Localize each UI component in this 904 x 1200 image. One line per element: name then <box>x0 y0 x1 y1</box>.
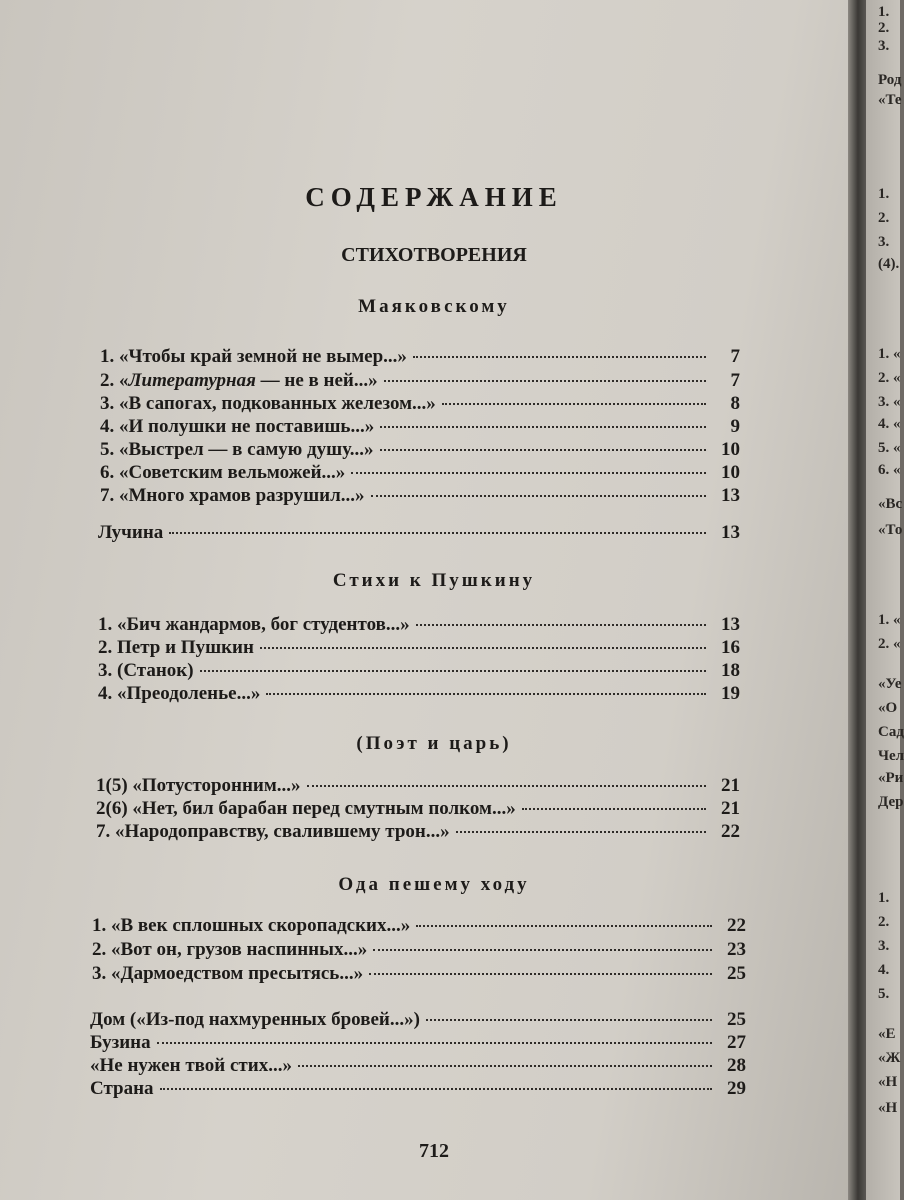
entry-page: 13 <box>721 522 740 543</box>
toc-entry <box>92 963 746 987</box>
facing-fragment: «То <box>878 522 903 538</box>
toc-entry <box>100 416 740 440</box>
entry-label: 6. «Советским вельможей...» <box>100 462 346 483</box>
section-heading: Ода пешему ходу <box>338 874 530 895</box>
dot-leader <box>416 623 706 626</box>
dot-leader <box>266 692 706 695</box>
entry-label: 2. Петр и Пушкин <box>98 637 254 658</box>
entry-page: 22 <box>721 821 740 842</box>
dot-leader <box>351 471 706 474</box>
facing-fragment: 5. « <box>878 440 901 456</box>
facing-fragment: Чел <box>878 748 904 764</box>
page-number: 712 <box>419 1140 449 1162</box>
entry-page: 13 <box>721 614 740 635</box>
toc-entry <box>98 522 740 546</box>
facing-page-edge <box>866 0 904 1200</box>
toc-entry <box>90 1009 746 1033</box>
contents-heading: СОДЕРЖАНИЕ <box>305 182 563 212</box>
entry-page: 27 <box>727 1032 746 1053</box>
toc-entry <box>100 370 740 394</box>
toc-entry <box>96 775 740 799</box>
toc-entry <box>100 462 740 486</box>
toc-entry <box>90 1055 746 1079</box>
entry-page: 25 <box>727 1009 746 1030</box>
entry-page: 8 <box>730 393 740 414</box>
entry-page: 29 <box>727 1078 746 1099</box>
facing-fragment: «О <box>878 700 898 716</box>
entry-page: 28 <box>727 1055 746 1076</box>
entry-page: 13 <box>721 485 740 506</box>
entry-label: 3. «В сапогах, подкованных железом...» <box>100 393 436 414</box>
dot-leader <box>416 924 712 927</box>
entry-label: 4. «И полушки не поставишь...» <box>100 416 375 437</box>
entry-page: 10 <box>721 462 740 483</box>
facing-fragment: Сад <box>878 724 904 740</box>
dot-leader <box>384 379 706 382</box>
entry-page: 10 <box>721 439 740 460</box>
facing-fragment: 2. <box>878 20 890 36</box>
dot-leader <box>522 807 706 810</box>
facing-fragment: Дер <box>878 794 904 810</box>
entry-label: 2. «Литературная — не в ней...» <box>100 370 378 391</box>
entry-label: 2(6) «Нет, бил барабан перед смутным полком...» <box>96 798 516 819</box>
facing-fragment: «Вс <box>878 496 903 512</box>
facing-fragment: 3. <box>878 938 890 954</box>
facing-fragment: «Ж <box>878 1050 901 1066</box>
entry-page: 7 <box>730 346 740 367</box>
entry-label: 5. «Выстрел — в самую душу...» <box>100 439 374 460</box>
toc-entry <box>98 683 740 707</box>
toc-entry <box>98 614 740 638</box>
dot-leader <box>426 1018 712 1021</box>
facing-fragment: 3. <box>878 234 890 250</box>
dot-leader <box>260 646 706 649</box>
facing-fragment: 1. <box>878 186 890 202</box>
toc-entry <box>90 1032 746 1056</box>
facing-fragment: 3. <box>878 38 890 54</box>
entry-label: 1. «Чтобы край земной не вымер...» <box>100 346 407 367</box>
facing-fragment: 4. <box>878 962 890 978</box>
facing-fragment: «Ри <box>878 770 904 786</box>
dot-leader <box>160 1087 712 1090</box>
entry-label: 1(5) «Потусторонним...» <box>96 775 301 796</box>
dot-leader <box>169 531 706 534</box>
entry-page: 9 <box>730 416 740 437</box>
toc-entry <box>92 915 746 939</box>
entry-page: 22 <box>727 915 746 936</box>
section-heading: Маяковскому <box>358 296 510 317</box>
entry-page: 7 <box>730 370 740 391</box>
entry-label: 7. «Много храмов разрушил...» <box>100 485 365 506</box>
toc-entry <box>96 821 740 845</box>
toc-entry <box>100 393 740 417</box>
dot-leader <box>157 1041 712 1044</box>
toc-entry <box>92 939 746 963</box>
entry-label: 2. «Вот он, грузов наспинных...» <box>92 939 368 960</box>
dot-leader <box>369 972 712 975</box>
entry-label: 3. (Станок) <box>98 660 194 681</box>
entry-label: «Не нужен твой стих...» <box>90 1055 292 1076</box>
section-heading: (Поэт и царь) <box>356 733 512 754</box>
entry-label: Страна <box>90 1078 154 1099</box>
toc-entry <box>100 346 740 370</box>
entry-label: 7. «Народоправству, свалившему трон...» <box>96 821 450 842</box>
facing-fragment: «Н <box>878 1074 898 1090</box>
dot-leader <box>456 830 706 833</box>
entry-label: Бузина <box>90 1032 151 1053</box>
facing-fragment: 3. « <box>878 394 901 410</box>
section-heading: Стихи к Пушкину <box>332 570 536 591</box>
entry-label: 3. «Дармоедством пресытясь...» <box>92 963 364 984</box>
facing-fragment: «Н <box>878 1100 898 1116</box>
toc-entry <box>98 660 740 684</box>
book-gutter <box>848 0 866 1200</box>
dot-leader <box>200 669 706 672</box>
entry-page: 23 <box>727 939 746 960</box>
facing-fragment: 2. <box>878 914 890 930</box>
toc-entry <box>100 439 740 463</box>
dot-leader <box>371 494 707 497</box>
dot-leader <box>373 948 712 951</box>
entry-page: 25 <box>727 963 746 984</box>
facing-fragment: 2. « <box>878 370 901 386</box>
entry-page: 21 <box>721 798 740 819</box>
facing-fragment: Род <box>878 72 902 88</box>
facing-fragment: 1. <box>878 890 890 906</box>
facing-fragment: «Те <box>878 92 902 108</box>
facing-fragment: 5. <box>878 986 890 1002</box>
facing-fragment: 4. « <box>878 416 901 432</box>
toc-entry <box>100 485 740 509</box>
facing-fragment: 2. « <box>878 636 901 652</box>
entry-page: 21 <box>721 775 740 796</box>
toc-entry <box>96 798 740 822</box>
entry-page: 16 <box>721 637 740 658</box>
facing-fragment: 1. « <box>878 346 901 362</box>
facing-fragment: 6. « <box>878 462 901 478</box>
entry-label: 1. «В век сплошных скоропадских...» <box>92 915 411 936</box>
facing-fragment: «Уе <box>878 676 902 692</box>
entry-label: 1. «Бич жандармов, бог студентов...» <box>98 614 410 635</box>
entry-label: 4. «Преодоленье...» <box>98 683 261 704</box>
dot-leader <box>380 425 706 428</box>
dot-leader <box>298 1064 712 1067</box>
facing-fragment: 1. « <box>878 612 901 628</box>
toc-entry <box>90 1078 746 1102</box>
entry-page: 19 <box>721 683 740 704</box>
dot-leader <box>413 355 706 358</box>
entry-label: Лучина <box>98 522 164 543</box>
dot-leader <box>442 402 706 405</box>
facing-fragment: 2. <box>878 210 890 226</box>
contents-subheading: СТИХОТВОРЕНИЯ <box>341 244 527 266</box>
entry-page: 18 <box>721 660 740 681</box>
toc-entry <box>98 637 740 661</box>
entry-label: Дом («Из-под нахмуренных бровей...») <box>90 1009 420 1030</box>
dot-leader <box>307 784 706 787</box>
facing-fragment: «Е <box>878 1026 896 1042</box>
facing-fragment: (4). <box>878 256 900 272</box>
dot-leader <box>380 448 706 451</box>
facing-fragment: 1. <box>878 4 890 20</box>
